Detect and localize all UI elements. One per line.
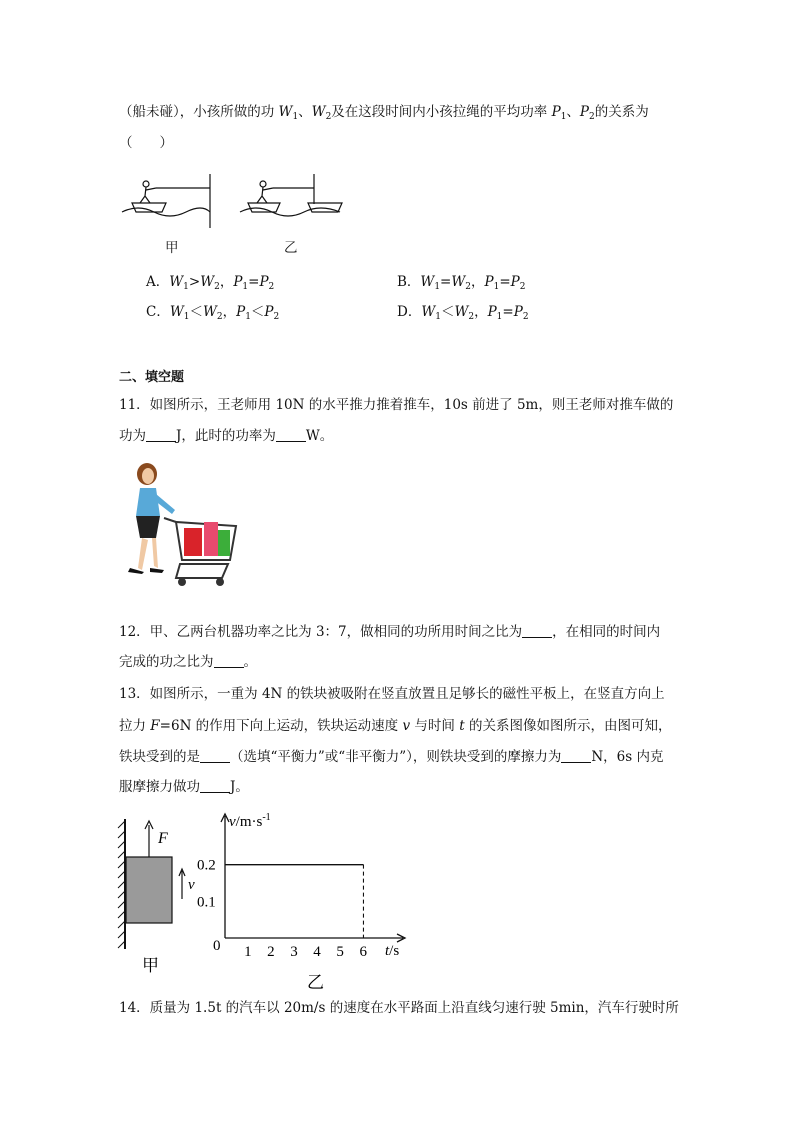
q10-stem: （船未碰），小孩所做的功 $W_1$、$W_2$及在这段时间内小孩拉绳的平均功率 $P_1$、$P_2$的关系为 <box>119 104 649 122</box>
fig-label-jia: 甲 <box>165 240 179 256</box>
section-title: 二、填空题 <box>119 370 185 385</box>
x-tick-label: 1 <box>244 944 252 960</box>
wall-hatching <box>118 821 125 948</box>
skirt-shape <box>136 516 160 538</box>
woman-cart-illustration <box>120 460 240 590</box>
fig-label-yi: 乙 <box>284 240 298 256</box>
shopping-bag-pink <box>204 522 218 556</box>
y-tick-label: 0.2 <box>197 857 216 874</box>
x-tick-label: 2 <box>267 944 275 960</box>
answer-blank[interactable] <box>522 623 552 638</box>
y-tick-label: 0.1 <box>197 894 216 911</box>
x-tick-label: 4 <box>313 944 321 960</box>
answer-blank[interactable] <box>276 427 306 442</box>
cart-wheel-icon <box>216 578 224 586</box>
cart-handle <box>164 518 176 522</box>
option-a[interactable]: A．$W_1>W_2$，$P_1=P_2$ <box>146 274 275 292</box>
q11-line1: 11．如图所示，王老师用 10N 的水平推力推着推车，10s 前进了 5m，则王老师对推车做的 <box>119 397 674 413</box>
x-tick-label: 3 <box>290 944 298 960</box>
q13-line2: 拉力 F=6N 的作用下向上运动，铁块运动速度 v 与时间 t 的关系图像如图所示，由图可知， <box>119 718 672 734</box>
shoes-shape <box>128 568 164 574</box>
shopping-bag-green <box>218 530 230 556</box>
origin-label: 0 <box>213 938 221 954</box>
option-b[interactable]: B．$W_1=W_2$，$P_1=P_2$ <box>397 274 526 292</box>
child-body-yi <box>257 187 273 203</box>
chart-axes <box>221 812 405 959</box>
child-head-yi <box>260 181 266 187</box>
option-d[interactable]: D．$W_1<W_2$，$P_1=P_2$ <box>397 304 529 322</box>
q11-line2: 功为 J，此时的功率为 W。 <box>119 428 334 444</box>
answer-blank[interactable] <box>200 748 230 763</box>
q12-line2: 完成的功之比为 。 <box>119 654 257 670</box>
answer-blank[interactable] <box>146 427 176 442</box>
q13-line3: 铁块受到的是 （选填“平衡力”或“非平衡力”），则铁块受到的摩擦力为 N，6s 内克 <box>119 749 664 765</box>
q13-line1: 13．如图所示，一重为 4N 的铁块被吸附在竖直放置且足够长的磁性平板上，在竖直方向上 <box>119 686 665 702</box>
y-axis-label: $v/m\cdot s^{-1}$ <box>229 812 271 830</box>
answer-blank[interactable] <box>214 653 244 668</box>
x-tick-label: 6 <box>359 944 367 960</box>
answer-blank[interactable] <box>200 778 230 793</box>
chart-series <box>225 865 363 938</box>
fig-label-yi: 乙 <box>307 973 324 990</box>
q14-line1: 14．质量为 1.5t 的汽车以 20m/s 的速度在水平路面上沿直线匀速行驶 5min，汽车行驶时所 <box>119 1000 679 1016</box>
force-label: F <box>158 830 168 847</box>
iron-block <box>126 857 172 923</box>
shopping-bag-red <box>184 528 202 556</box>
x-tick-label: 5 <box>336 944 344 960</box>
vt-chart <box>195 810 435 990</box>
child-head-jia <box>143 181 149 187</box>
option-c[interactable]: C．$W_1<W_2$，$P_1<P_2$ <box>146 304 280 322</box>
boat-yi-left <box>248 203 280 212</box>
shirt-shape <box>136 488 160 516</box>
x-axis-label: t/s <box>385 943 400 959</box>
child-body-jia <box>140 187 156 203</box>
boat-figure <box>118 172 358 262</box>
face-shape <box>142 468 154 484</box>
q13-line4: 服摩擦力做功 J。 <box>119 779 249 795</box>
q10-answer-paren: （ ） <box>119 135 173 151</box>
legs-shape <box>138 538 158 570</box>
chart-ticks <box>197 858 367 960</box>
q12-line1: 12．甲、乙两台机器功率之比为 3：7，做相同的功所用时间之比为 ，在相同的时间内 <box>119 624 661 640</box>
fig-label-jia: 甲 <box>142 956 159 975</box>
velocity-label: v <box>188 877 195 893</box>
answer-blank[interactable] <box>561 748 591 763</box>
cart-wheel-icon <box>178 578 186 586</box>
cart-base <box>176 564 228 578</box>
